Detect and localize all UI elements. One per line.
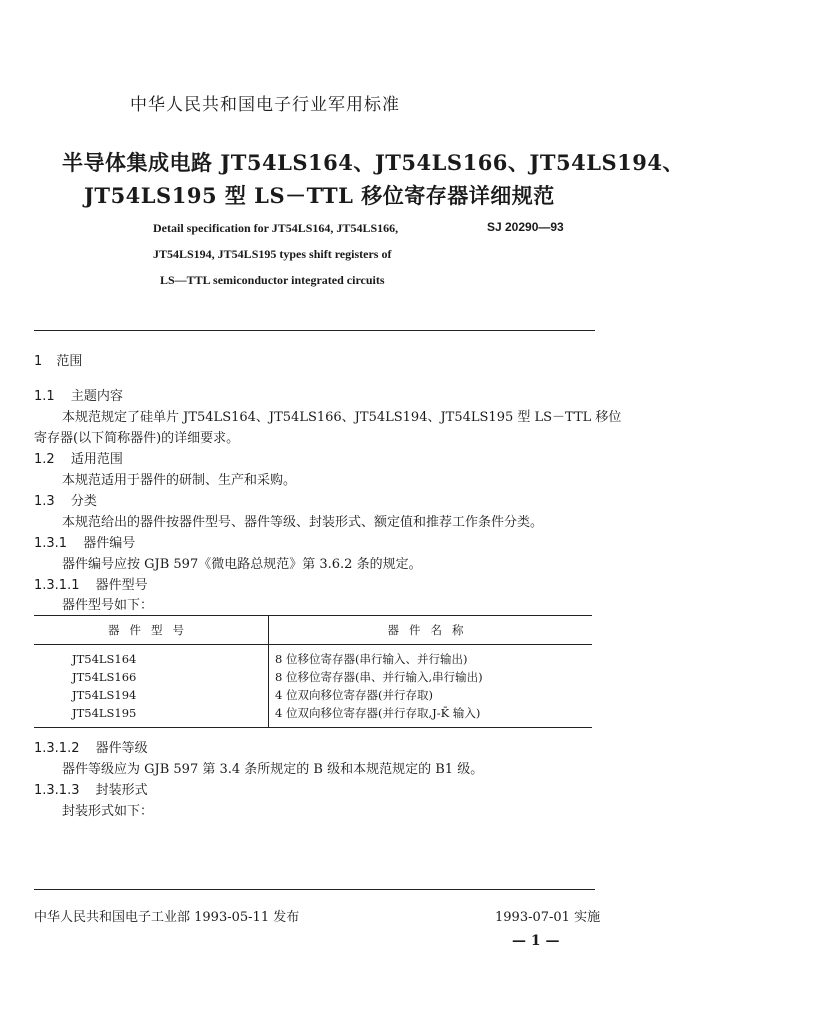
section-1-3-1-1-body: 器件型号如下：	[62, 598, 154, 613]
section-1-3-1-3-heading	[34, 779, 148, 798]
section-number: 1.1	[34, 389, 55, 404]
section-1-3-1-body: 器件编号应按 GJB 597《微电路总规范》第 3.6.2 条的规定。	[62, 557, 422, 572]
device-model-table	[34, 615, 592, 728]
device-model-cell: JT54LS195	[34, 704, 269, 728]
device-model-cell: JT54LS194	[72, 688, 137, 702]
document-title-line-1: 半导体集成电路 JT54LS164、JT54LS166、JT54LS194、	[62, 150, 684, 175]
section-1-3-1-2-body: 器件等级应为 GJB 597 第 3.4 条所规定的 B 级和本规范规定的 B1 级。	[62, 762, 484, 777]
standard-category: 中华人民共和国电子行业军用标准	[130, 95, 400, 115]
device-name-cell: 8 位移位寄存器(串、并行输入,串行输出)	[269, 668, 593, 686]
device-name-cell: 8 位移位寄存器(串行输入、并行输出)	[269, 645, 593, 669]
section-title: 主题内容	[70, 389, 123, 404]
section-1-3-1-3-body: 封装形式如下：	[62, 804, 154, 819]
section-title: 范围	[56, 354, 83, 369]
section-number: 1	[34, 354, 43, 369]
section-1-1-body-line-1: 本规范规定了硅单片 JT54LS164、JT54LS166、JT54LS194、JT54LS195 型 LS－TTL 移位	[62, 410, 622, 425]
device-model-cell: JT54LS164	[72, 652, 137, 666]
header-divider	[34, 330, 595, 331]
english-title-line-1: Detail specification for JT54LS164, JT54LS166,	[153, 221, 399, 235]
section-number: 1.3.1.2	[34, 741, 80, 756]
table-row	[34, 704, 592, 728]
section-1-3-1-heading	[34, 532, 135, 551]
section-title: 分类	[70, 494, 97, 509]
section-number: 1.2	[34, 452, 55, 467]
section-1-2-body: 本规范适用于器件的研制、生产和采购。	[62, 473, 297, 488]
section-number: 1.3	[34, 494, 55, 509]
document-title-line-2: JT54LS195 型 LS－TTL 移位寄存器详细规范	[84, 183, 555, 208]
footer-divider	[34, 889, 595, 890]
section-1-1-heading	[34, 385, 123, 404]
section-number: 1.3.1	[34, 536, 68, 551]
table-row	[34, 668, 592, 686]
column-header-model: 器件型号	[34, 616, 269, 645]
english-title-line-2: JT54LS194, JT54LS195 types shift registers of	[153, 247, 392, 261]
page-number: — 1 —	[512, 933, 560, 949]
standard-number: SJ 20290—93	[487, 220, 564, 234]
device-name-cell: 4 位双向移位寄存器(并行存取,J-K̄ 输入)	[269, 704, 593, 728]
section-number: 1.3.1.1	[34, 578, 80, 593]
section-1-1-body-line-2: 寄存器(以下简称器件)的详细要求。	[34, 431, 240, 446]
issue-statement: 中华人民共和国电子工业部 1993-05-11 发布	[34, 910, 300, 925]
section-1-2-heading	[34, 448, 123, 467]
section-title: 器件等级	[95, 741, 148, 756]
section-1-3-body: 本规范给出的器件按器件型号、器件等级、封装形式、额定值和推荐工作条件分类。	[62, 515, 544, 530]
section-title: 器件型号	[95, 578, 148, 593]
column-header-name: 器件名称	[269, 616, 593, 645]
section-1-3-1-1-heading	[34, 574, 148, 593]
table-row	[34, 645, 592, 669]
section-number: 1.3.1.3	[34, 783, 80, 798]
section-title: 适用范围	[70, 452, 123, 467]
section-1-heading	[34, 350, 82, 369]
section-1-3-heading	[34, 490, 97, 509]
device-name-cell: 4 位双向移位寄存器(并行存取)	[269, 686, 593, 704]
section-1-3-1-2-heading	[34, 737, 148, 756]
table-header-row	[34, 616, 592, 645]
effective-date: 1993-07-01 实施	[495, 910, 601, 925]
english-title-line-3: LS—TTL semiconductor integrated circuits	[160, 273, 385, 287]
table-row	[34, 686, 592, 704]
device-model-cell: JT54LS166	[72, 670, 137, 684]
section-title: 器件编号	[83, 536, 136, 551]
section-title: 封装形式	[95, 783, 148, 798]
